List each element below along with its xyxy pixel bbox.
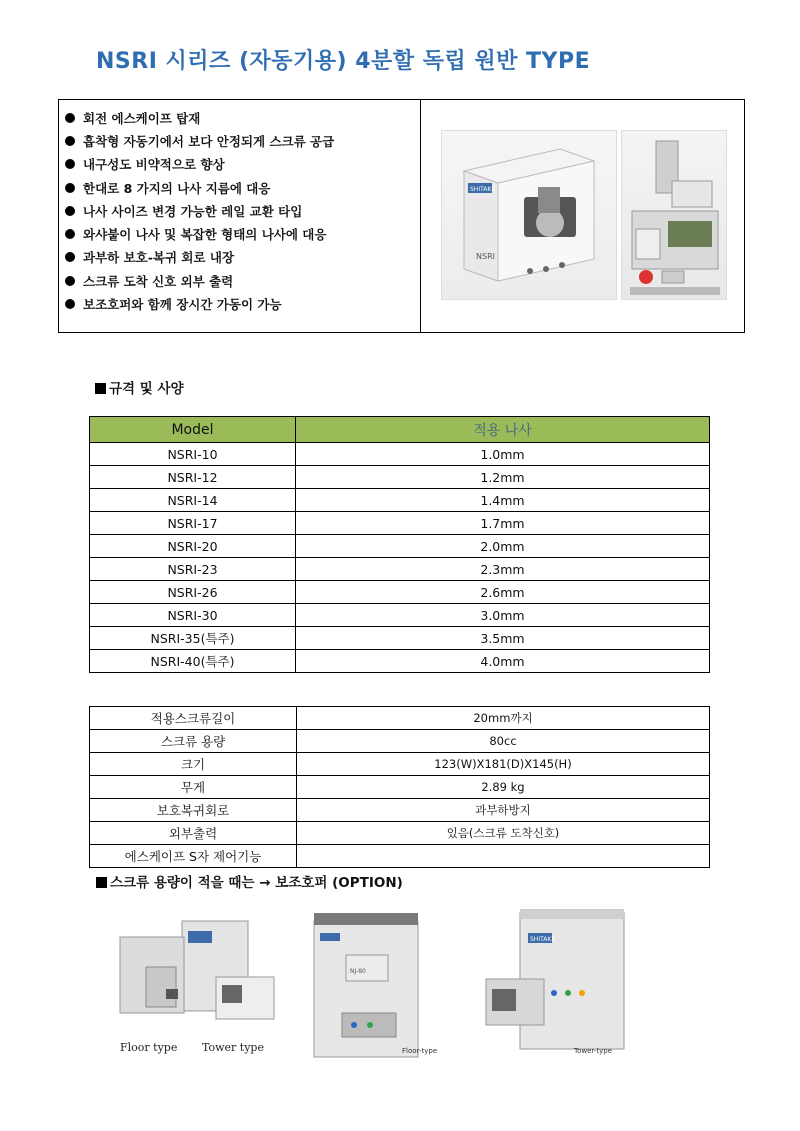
table-row: NSRI-12 1.2mm bbox=[90, 466, 710, 489]
svg-text:NJ-80: NJ-80 bbox=[350, 968, 366, 975]
table-header-row bbox=[90, 417, 710, 443]
feature-item: 스크류 도착 신호 외부 출력 bbox=[65, 269, 420, 292]
feature-item: 한대로 8 가지의 나사 지름에 대응 bbox=[65, 176, 420, 199]
feature-item: 회전 에스케이프 탑재 bbox=[65, 106, 420, 129]
table-row: 외부출력 있음(스크류 도착신호) bbox=[90, 822, 710, 845]
bullet-icon bbox=[65, 113, 75, 123]
table-row: NSRI-17 1.7mm bbox=[90, 512, 710, 535]
square-bullet-icon bbox=[95, 383, 106, 394]
svg-text:SHITAKE: SHITAKE bbox=[470, 186, 496, 193]
bullet-icon bbox=[65, 229, 75, 239]
table-row: NSRI-10 1.0mm bbox=[90, 443, 710, 466]
screw-feeder-photo bbox=[441, 130, 617, 300]
table-row: NSRI-26 2.6mm bbox=[90, 581, 710, 604]
table-row: NSRI-20 2.0mm bbox=[90, 535, 710, 558]
bullet-icon bbox=[65, 136, 75, 146]
bullet-icon bbox=[65, 252, 75, 262]
table-row: NSRI-40(특주) 4.0mm bbox=[90, 650, 710, 673]
feature-item: 과부하 보호-복귀 회로 내장 bbox=[65, 246, 420, 269]
header-model: Model bbox=[90, 417, 296, 443]
feature-box bbox=[58, 99, 745, 333]
hopper-photo-left bbox=[98, 907, 284, 1059]
screw-feeder-illustration bbox=[442, 131, 618, 301]
page-title: NSRI 시리즈 (자동기용) 4분할 독립 원반 TYPE bbox=[96, 49, 591, 74]
svg-text:Floor-type: Floor-type bbox=[402, 1047, 438, 1055]
hopper-photo-right bbox=[306, 907, 636, 1059]
table-row: NSRI-23 2.3mm bbox=[90, 558, 710, 581]
bullet-icon bbox=[65, 183, 75, 193]
extra-spec-table bbox=[89, 706, 710, 868]
table-row: NSRI-14 1.4mm bbox=[90, 489, 710, 512]
table-row: 무게 2.89 kg bbox=[90, 776, 710, 799]
feature-item: 내구성도 비약적으로 향상 bbox=[65, 153, 420, 176]
bullet-icon bbox=[65, 276, 75, 286]
svg-text:Floor type: Floor type bbox=[120, 1041, 178, 1054]
feature-list bbox=[59, 100, 421, 332]
table-row: 에스케이프 S자 제어기능 bbox=[90, 845, 710, 868]
bullet-icon bbox=[65, 206, 75, 216]
robot-machine-photo bbox=[621, 130, 727, 300]
table-row: NSRI-35(특주) 3.5mm bbox=[90, 627, 710, 650]
table-row: 보호복귀회로 과부하방지 bbox=[90, 799, 710, 822]
svg-text:Tower type: Tower type bbox=[202, 1041, 264, 1054]
product-photos bbox=[421, 100, 744, 332]
feature-item: 흡착형 자동기에서 보다 안정되게 스크류 공급 bbox=[65, 129, 420, 152]
svg-text:Tower-type: Tower-type bbox=[574, 1047, 612, 1055]
spec-section-title: 규격 및 사양 bbox=[95, 377, 184, 397]
header-screw: 적용 나사 bbox=[296, 417, 710, 443]
bullet-icon bbox=[65, 299, 75, 309]
svg-text:NSRI: NSRI bbox=[476, 252, 495, 261]
table-row: 적용스크류길이 20mm까지 bbox=[90, 707, 710, 730]
feature-item: 와샤붙이 나사 및 복잡한 형태의 나사에 대응 bbox=[65, 222, 420, 245]
table-row: NSRI-30 3.0mm bbox=[90, 604, 710, 627]
feature-item: 보조호퍼와 함께 장시간 가동이 가능 bbox=[65, 292, 420, 315]
bullet-icon bbox=[65, 159, 75, 169]
table-row: 스크류 용량 80cc bbox=[90, 730, 710, 753]
spec-table bbox=[89, 416, 710, 673]
feature-item: 나사 사이즈 변경 가능한 레일 교환 타입 bbox=[65, 199, 420, 222]
svg-text:SHITAKE: SHITAKE bbox=[530, 936, 556, 943]
table-row: 크기 123(W)X181(D)X145(H) bbox=[90, 753, 710, 776]
square-bullet-icon bbox=[96, 877, 107, 888]
option-section-title: 스크류 용량이 적을 때는 → 보조호퍼 (OPTION) bbox=[96, 871, 403, 891]
